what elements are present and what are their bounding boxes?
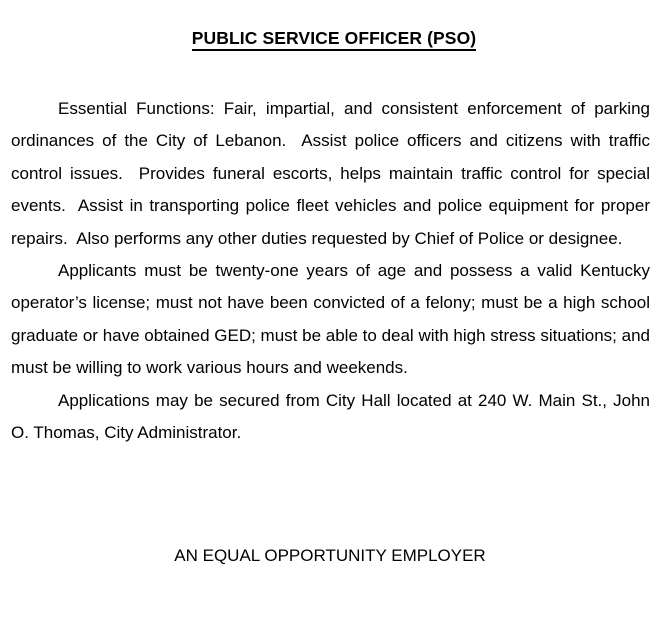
- document-body: [11, 93, 655, 449]
- page-title-text: PUBLIC SERVICE OFFICER (PSO): [192, 29, 476, 51]
- page-title: [0, 29, 668, 51]
- paragraph-applicant-requirements: Applicants must be twenty-one years of age and possess a valid Kentucky operator’s license; must not have been convicted of a felony; must be a high school graduate or have obtained GED; must be able to deal with high stress situations; and must be willing to work various hours and weekends.: [11, 261, 655, 378]
- paragraph-application-info: Applications may be secured from City Hall located at 240 W. Main St., John O. Thomas, City Administrator.: [11, 390, 655, 443]
- paragraph-essential-functions: Essential Functions: Fair, impartial, and consistent enforcement of parking ordinances of the City of Lebanon. Assist police officers and citizens with traffic control issues. Provides funeral escorts, helps maintain traffic control for special events. Assist in transporting police fleet vehicles and police equipment for proper repairs. Also performs any other duties requested by Chief of Police or designee.: [11, 99, 655, 248]
- equal-opportunity-employer-statement: AN EQUAL OPPORTUNITY EMPLOYER: [174, 546, 486, 565]
